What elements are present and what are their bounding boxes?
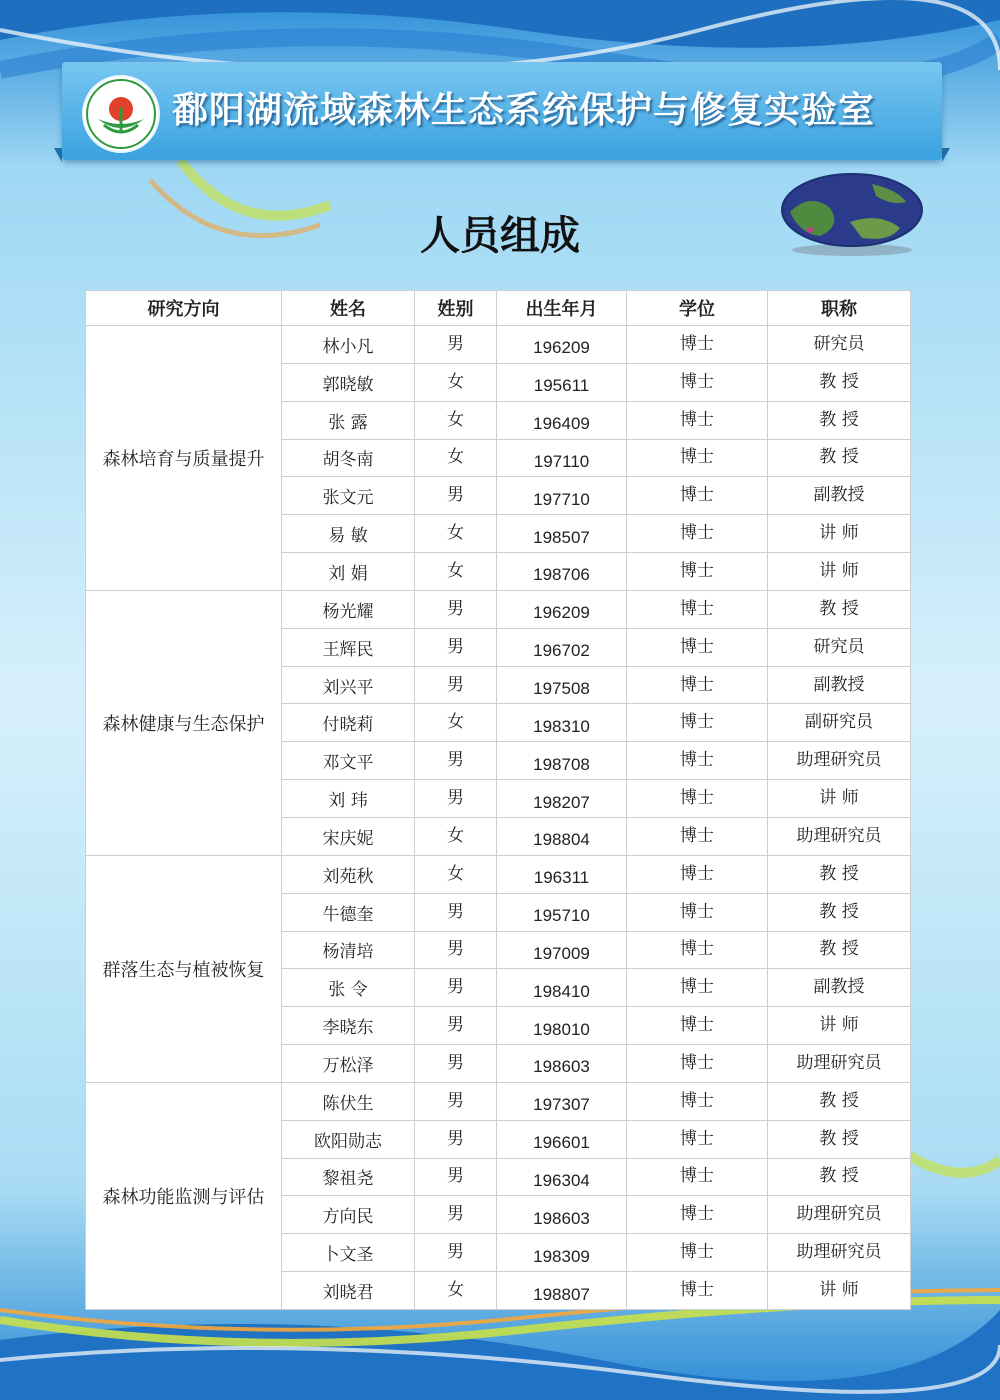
- member-birth: 197508: [497, 666, 627, 704]
- member-title: 助理研究员: [768, 1045, 911, 1083]
- member-degree: 博士: [627, 1007, 768, 1045]
- member-name: 张 露: [282, 401, 415, 439]
- member-name: 付晓莉: [282, 704, 415, 742]
- member-birth: 197307: [497, 1082, 627, 1120]
- member-title: 教 授: [768, 931, 911, 969]
- member-birth: 197710: [497, 477, 627, 515]
- member-degree: 博士: [627, 704, 768, 742]
- member-birth: 198507: [497, 515, 627, 553]
- member-birth: 198807: [497, 1272, 627, 1310]
- member-degree: 博士: [627, 1045, 768, 1083]
- member-degree: 博士: [627, 553, 768, 591]
- member-birth: 198010: [497, 1007, 627, 1045]
- section-title: 人员组成: [420, 213, 580, 259]
- member-gender: 女: [415, 553, 497, 591]
- member-name: 万松泽: [282, 1045, 415, 1083]
- member-name: 陈伏生: [282, 1082, 415, 1120]
- member-title: 助理研究员: [768, 1234, 911, 1272]
- member-name: 杨光耀: [282, 590, 415, 628]
- member-title: 教 授: [768, 439, 911, 477]
- member-degree: 博士: [627, 931, 768, 969]
- member-birth: 196209: [497, 590, 627, 628]
- member-degree: 博士: [627, 515, 768, 553]
- member-gender: 男: [415, 477, 497, 515]
- member-name: 宋庆妮: [282, 817, 415, 855]
- member-name: 王辉民: [282, 628, 415, 666]
- member-degree: 博士: [627, 969, 768, 1007]
- member-title: 副研究员: [768, 704, 911, 742]
- member-name: 刘兴平: [282, 666, 415, 704]
- member-degree: 博士: [627, 1234, 768, 1272]
- member-title: 助理研究员: [768, 1196, 911, 1234]
- member-gender: 男: [415, 969, 497, 1007]
- member-title: 教 授: [768, 1082, 911, 1120]
- member-gender: 男: [415, 1196, 497, 1234]
- page-title: 鄱阳湖流域森林生态系统保护与修复实验室: [172, 90, 876, 131]
- member-title: 教 授: [768, 855, 911, 893]
- member-birth: 198603: [497, 1196, 627, 1234]
- member-gender: 男: [415, 1120, 497, 1158]
- member-name: 欧阳勋志: [282, 1120, 415, 1158]
- member-gender: 男: [415, 326, 497, 364]
- university-logo: [82, 75, 160, 153]
- member-birth: 196304: [497, 1158, 627, 1196]
- member-name: 刘晓君: [282, 1272, 415, 1310]
- member-name: 李晓东: [282, 1007, 415, 1045]
- member-birth: 198708: [497, 742, 627, 780]
- table-row: [86, 1082, 911, 1120]
- staff-table: [85, 290, 911, 1310]
- column-header-direction: 研究方向: [86, 291, 282, 326]
- staff-table-body: [86, 326, 911, 1310]
- member-title: 副教授: [768, 969, 911, 1007]
- column-header-title: 职称: [768, 291, 911, 326]
- member-title: 讲 师: [768, 1007, 911, 1045]
- table-row: [86, 326, 911, 364]
- member-degree: 博士: [627, 1120, 768, 1158]
- member-birth: 198603: [497, 1045, 627, 1083]
- member-degree: 博士: [627, 1272, 768, 1310]
- member-degree: 博士: [627, 1158, 768, 1196]
- member-name: 郭晓敏: [282, 363, 415, 401]
- member-title: 教 授: [768, 590, 911, 628]
- member-title: 教 授: [768, 1120, 911, 1158]
- member-birth: 198207: [497, 780, 627, 818]
- member-title: 教 授: [768, 401, 911, 439]
- member-birth: 198309: [497, 1234, 627, 1272]
- member-gender: 男: [415, 628, 497, 666]
- member-gender: 女: [415, 439, 497, 477]
- member-gender: 女: [415, 1272, 497, 1310]
- member-gender: 女: [415, 817, 497, 855]
- member-name: 卜文圣: [282, 1234, 415, 1272]
- member-title: 教 授: [768, 1158, 911, 1196]
- member-degree: 博士: [627, 326, 768, 364]
- member-gender: 男: [415, 1158, 497, 1196]
- member-degree: 博士: [627, 590, 768, 628]
- member-gender: 男: [415, 1007, 497, 1045]
- member-title: 教 授: [768, 363, 911, 401]
- member-title: 研究员: [768, 326, 911, 364]
- member-gender: 男: [415, 893, 497, 931]
- column-header-degree: 学位: [627, 291, 768, 326]
- member-birth: 195710: [497, 893, 627, 931]
- member-title: 讲 师: [768, 780, 911, 818]
- member-birth: 195611: [497, 363, 627, 401]
- member-name: 张文元: [282, 477, 415, 515]
- member-title: 讲 师: [768, 553, 911, 591]
- member-degree: 博士: [627, 780, 768, 818]
- column-header-birth: 出生年月: [497, 291, 627, 326]
- member-birth: 197009: [497, 931, 627, 969]
- member-degree: 博士: [627, 628, 768, 666]
- member-birth: 198310: [497, 704, 627, 742]
- member-birth: 198706: [497, 553, 627, 591]
- member-title: 讲 师: [768, 515, 911, 553]
- table-header-row: [86, 291, 911, 326]
- member-title: 助理研究员: [768, 742, 911, 780]
- table-row: [86, 590, 911, 628]
- member-degree: 博士: [627, 477, 768, 515]
- member-birth: 198410: [497, 969, 627, 1007]
- member-birth: 196409: [497, 401, 627, 439]
- member-name: 方向民: [282, 1196, 415, 1234]
- member-gender: 女: [415, 401, 497, 439]
- member-birth: 198804: [497, 817, 627, 855]
- member-name: 邓文平: [282, 742, 415, 780]
- column-header-gender: 姓别: [415, 291, 497, 326]
- member-gender: 男: [415, 780, 497, 818]
- banner-fold-right: [942, 148, 950, 162]
- member-gender: 男: [415, 666, 497, 704]
- member-gender: 男: [415, 590, 497, 628]
- member-gender: 男: [415, 1045, 497, 1083]
- member-title: 教 授: [768, 893, 911, 931]
- member-gender: 女: [415, 515, 497, 553]
- member-name: 刘苑秋: [282, 855, 415, 893]
- member-name: 牛德奎: [282, 893, 415, 931]
- research-direction-cell: 群落生态与植被恢复: [86, 855, 282, 1082]
- member-name: 张 令: [282, 969, 415, 1007]
- member-gender: 女: [415, 704, 497, 742]
- banner-fold-left: [54, 148, 62, 162]
- member-degree: 博士: [627, 401, 768, 439]
- header-banner: [62, 62, 942, 160]
- member-name: 黎祖尧: [282, 1158, 415, 1196]
- member-gender: 男: [415, 931, 497, 969]
- member-birth: 196311: [497, 855, 627, 893]
- member-degree: 博士: [627, 1082, 768, 1120]
- member-degree: 博士: [627, 363, 768, 401]
- member-name: 胡冬南: [282, 439, 415, 477]
- member-title: 副教授: [768, 666, 911, 704]
- member-birth: 197110: [497, 439, 627, 477]
- member-gender: 男: [415, 1234, 497, 1272]
- research-direction-cell: 森林健康与生态保护: [86, 590, 282, 855]
- member-birth: 196209: [497, 326, 627, 364]
- member-degree: 博士: [627, 666, 768, 704]
- member-name: 易 敏: [282, 515, 415, 553]
- member-title: 讲 师: [768, 1272, 911, 1310]
- column-header-name: 姓名: [282, 291, 415, 326]
- member-title: 助理研究员: [768, 817, 911, 855]
- member-degree: 博士: [627, 742, 768, 780]
- research-direction-cell: 森林功能监测与评估: [86, 1082, 282, 1309]
- member-name: 刘 玮: [282, 780, 415, 818]
- member-birth: 196702: [497, 628, 627, 666]
- member-birth: 196601: [497, 1120, 627, 1158]
- member-name: 杨清培: [282, 931, 415, 969]
- member-title: 研究员: [768, 628, 911, 666]
- table-row: [86, 855, 911, 893]
- member-degree: 博士: [627, 817, 768, 855]
- satellite-map-image: [780, 172, 924, 256]
- member-gender: 男: [415, 742, 497, 780]
- member-degree: 博士: [627, 893, 768, 931]
- member-name: 林小凡: [282, 326, 415, 364]
- member-degree: 博士: [627, 855, 768, 893]
- member-degree: 博士: [627, 439, 768, 477]
- member-gender: 女: [415, 855, 497, 893]
- member-name: 刘 娟: [282, 553, 415, 591]
- member-degree: 博士: [627, 1196, 768, 1234]
- research-direction-cell: 森林培育与质量提升: [86, 326, 282, 591]
- member-title: 副教授: [768, 477, 911, 515]
- member-gender: 女: [415, 363, 497, 401]
- member-gender: 男: [415, 1082, 497, 1120]
